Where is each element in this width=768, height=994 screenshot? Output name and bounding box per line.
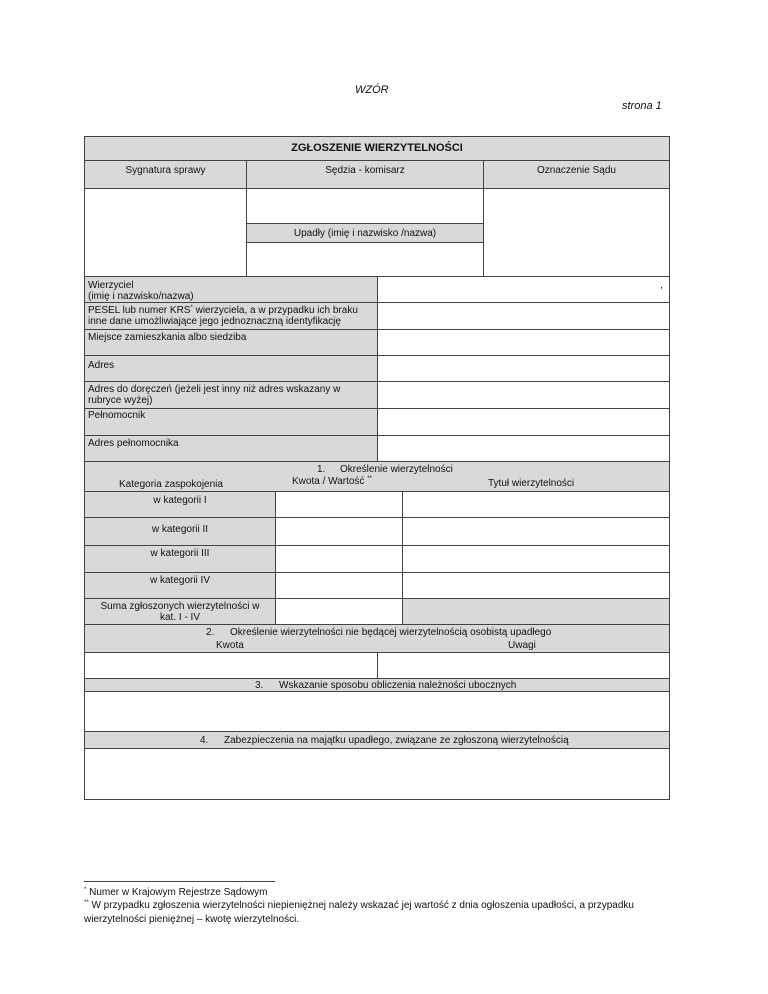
section1-title: Określenie wierzytelności — [340, 464, 453, 475]
creditor-comma: , — [660, 280, 663, 291]
section2-number: 2. — [206, 627, 215, 638]
section4-number: 4. — [200, 735, 209, 746]
category-iv-title-field[interactable] — [402, 572, 670, 599]
judge-field[interactable] — [246, 188, 484, 224]
proxy-address-label: Adres pełnomocnika — [84, 435, 378, 462]
judge-header: Sędzia - komisarz — [246, 160, 484, 189]
claims-section-header — [84, 461, 670, 492]
category-iii-amount-field[interactable] — [275, 545, 403, 573]
category-row-label: w kategorii IV — [84, 572, 276, 599]
page-number: strona 1 — [622, 100, 662, 112]
non-personal-claim-header — [84, 624, 670, 653]
proxy-address-field[interactable] — [377, 435, 670, 462]
bankrupt-field[interactable] — [246, 242, 484, 277]
delivery-address-label: Adres do doręczeń (jeżeli jest inny niż adres wskazany w rubryce wyżej) — [84, 381, 378, 409]
footnote-2: ** W przypadku zgłoszenia wierzytelności niepieniężnej należy wskazać jej wartość z dnia ogłoszenia upadłości, a przypadku wierzytelności pieniężnej – kwotę wierzytelności. — [84, 900, 634, 925]
signature-field[interactable] — [84, 188, 247, 277]
title-column-header: Tytuł wierzytelności — [488, 478, 575, 489]
amount-column-header: Kwota / Wartość ** — [292, 476, 372, 487]
creditor-field[interactable] — [377, 276, 670, 303]
category-column-header: Kategoria zaspokojenia — [119, 479, 223, 490]
category-i-title-field[interactable] — [402, 491, 670, 518]
court-field[interactable] — [483, 188, 670, 277]
ancillary-field[interactable] — [84, 691, 670, 732]
category-ii-title-field[interactable] — [402, 517, 670, 546]
bankrupt-header: Upadły (imię i nazwisko /nazwa) — [246, 223, 484, 243]
non-personal-notes-field[interactable] — [377, 652, 670, 679]
section2-title: Określenie wierzytelności nie będącej wierzytelnością osobistą upadłego — [230, 627, 552, 638]
residence-field[interactable] — [377, 329, 670, 356]
pesel-field[interactable] — [377, 302, 670, 330]
section4-title: Zabezpieczenia na majątku upadłego, związane ze zgłoszoną wierzytelnością — [224, 735, 569, 746]
delivery-address-field[interactable] — [377, 381, 670, 409]
creditor-label: Wierzyciel (imię i nazwisko/nazwa) — [84, 276, 378, 303]
category-iv-amount-field[interactable] — [275, 572, 403, 599]
category-row-label: w kategorii II — [84, 517, 276, 546]
uwagi-column-header: Uwagi — [508, 640, 536, 651]
security-section-header — [84, 731, 670, 749]
address-label: Adres — [84, 355, 378, 382]
claims-sum-blank — [402, 598, 670, 625]
claims-sum-label: Suma zgłoszonych wierzytelności w kat. I - IV — [84, 598, 276, 625]
court-header: Oznaczenie Sądu — [483, 160, 670, 189]
footnote-1: * Numer w Krajowym Rejestrze Sądowym — [84, 887, 268, 898]
category-i-amount-field[interactable] — [275, 491, 403, 518]
category-ii-amount-field[interactable] — [275, 517, 403, 546]
section3-title: Wskazanie sposobu obliczenia należności ubocznych — [279, 680, 517, 691]
address-field[interactable] — [377, 355, 670, 382]
section1-number: 1. — [317, 464, 326, 475]
ancillary-section-header — [84, 678, 670, 692]
category-row-label: w kategorii III — [84, 545, 276, 573]
proxy-field[interactable] — [377, 408, 670, 436]
kwota-column-header: Kwota — [216, 640, 244, 651]
form-title: ZGŁOSZENIE WIERZYTELNOŚCI — [84, 136, 670, 161]
claims-sum-field[interactable] — [275, 598, 403, 625]
section3-number: 3. — [255, 680, 264, 691]
security-field[interactable] — [84, 748, 670, 800]
footnote-separator — [84, 881, 275, 882]
non-personal-amount-field[interactable] — [84, 652, 378, 679]
signature-header: Sygnatura sprawy — [84, 160, 247, 189]
residence-label: Miejsce zamieszkania albo siedziba — [84, 329, 378, 356]
category-iii-title-field[interactable] — [402, 545, 670, 573]
pesel-label: PESEL lub numer KRS* wierzyciela, a w przypadku ich braku inne dane umożliwiające jego jednoznaczną identyfikację — [84, 302, 378, 330]
wzor-label: WZÓR — [355, 84, 389, 96]
category-row-label: w kategorii I — [84, 491, 276, 518]
proxy-label: Pełnomocnik — [84, 408, 378, 436]
